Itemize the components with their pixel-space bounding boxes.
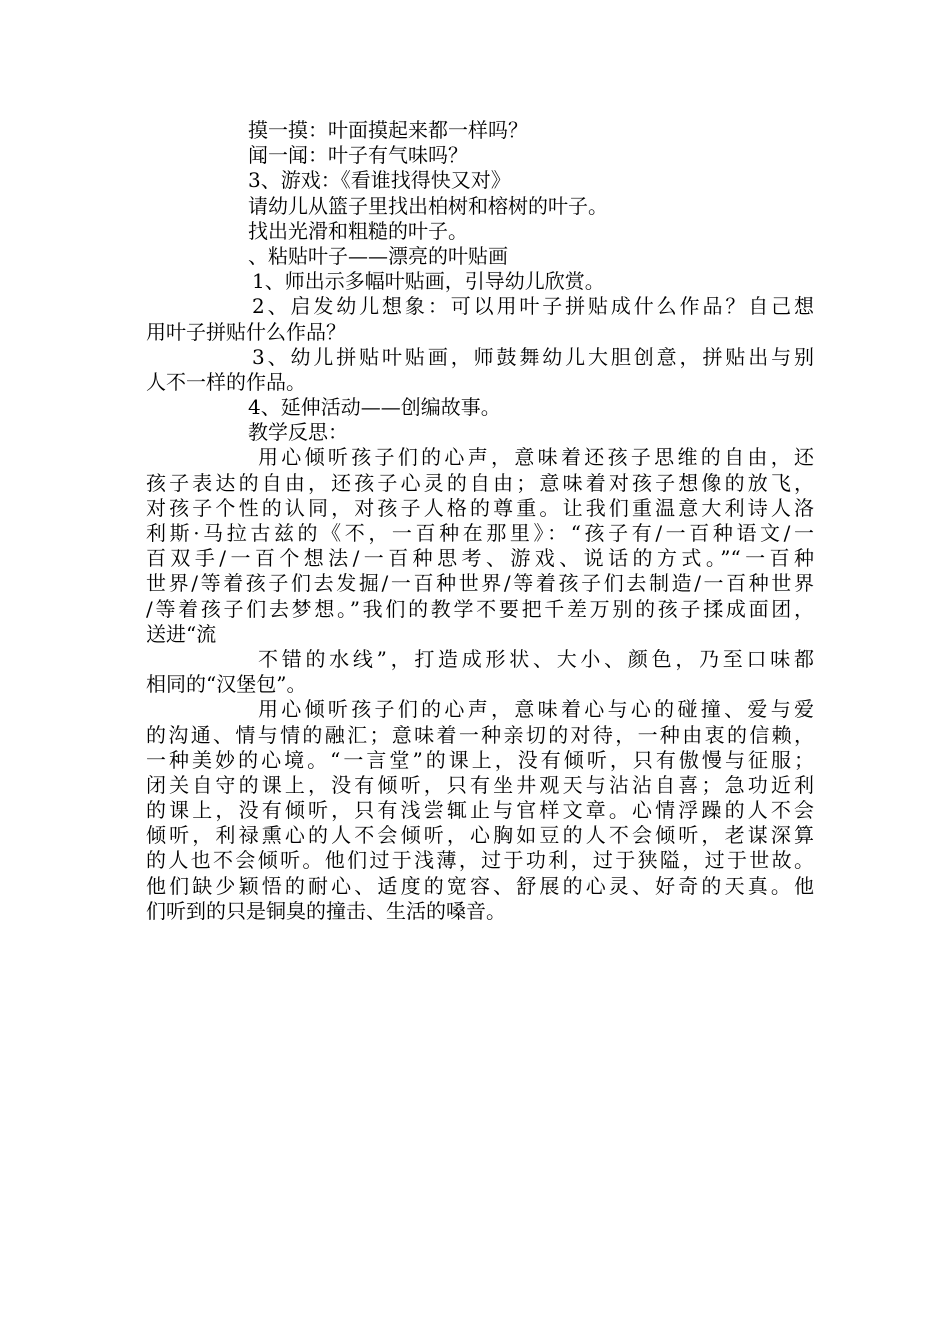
text-line: 用心倾听孩子们的心声，意味着还孩子思维的自由，还 — [258, 445, 814, 470]
text-line: 世界/等着孩子们去发掘/一百种世界/等着孩子们去制造/一百种世界 — [146, 571, 814, 596]
text-line: 倾听，利禄熏心的人不会倾听，心胸如豆的人不会倾听，老谋深算 — [146, 823, 814, 848]
text-line: 们听到的只是铜臭的撞击、生活的嗓音。 — [146, 898, 506, 923]
text-line: 的沟通、情与情的融汇；意味着一种亲切的对待，一种由衷的信赖， — [146, 722, 814, 747]
text-line: 百双手/一百个想法/一百种思考、游戏、说话的方式。”“一百种 — [146, 546, 814, 571]
text-line: 1、师出示多幅叶贴画，引导幼儿欣赏。 — [252, 269, 605, 294]
text-line: 的课上，没有倾听，只有浅尝辄止与官样文章。心情浮躁的人不会 — [146, 798, 814, 823]
text-line: 闭关自守的课上，没有倾听，只有坐井观天与沾沾自喜；急功近利 — [146, 772, 814, 797]
text-line: 4、延伸活动——创编故事。 — [248, 395, 501, 420]
text-line: 3、幼儿拼贴叶贴画，师鼓舞幼儿大胆创意，拼贴出与别 — [252, 344, 814, 369]
text-line: 送进“流 — [146, 621, 217, 646]
text-line: 相同的“汉堡包”。 — [146, 672, 307, 697]
text-line: 孩子表达的自由，还孩子心灵的自由；意味着对孩子想像的放飞， — [146, 470, 814, 495]
text-line: 不错的水线”，打造成形状、大小、颜色，乃至口味都 — [258, 646, 814, 671]
text-line: 教学反思： — [248, 420, 348, 445]
text-line: /等着孩子们去梦想。”我们的教学不要把千差万别的孩子揉成面团， — [146, 596, 814, 621]
text-line: 的人也不会倾听。他们过于浅薄，过于功利，过于狭隘，过于世故。 — [146, 848, 814, 873]
text-line: 用心倾听孩子们的心声，意味着心与心的碰撞、爱与爱 — [258, 697, 814, 722]
text-line: 利斯·马拉古兹的《不，一百种在那里》：“孩子有/一百种语文/一 — [146, 521, 814, 545]
text-line: 3、游戏：《看谁找得快又对》 — [248, 168, 511, 193]
text-line: 2、启发幼儿想象：可以用叶子拼贴成什么作品？自己想 — [252, 294, 814, 319]
text-line: 一种美妙的心境。“一言堂”的课上，没有倾听，只有傲慢与征服； — [146, 747, 814, 772]
text-line: 请幼儿从篮子里找出柏树和榕树的叶子。 — [248, 193, 608, 218]
text-line: 、粘贴叶子——漂亮的叶贴画 — [248, 243, 508, 268]
text-line: 他们缺少颖悟的耐心、适度的宽容、舒展的心灵、好奇的天真。他 — [146, 873, 814, 898]
text-line: 摸一摸：叶面摸起来都一样吗？ — [248, 118, 528, 142]
text-line: 闻一闻：叶子有气味吗？ — [248, 143, 468, 168]
text-line: 找出光滑和粗糙的叶子。 — [248, 218, 468, 243]
text-line: 人不一样的作品。 — [146, 369, 306, 394]
text-line: 用叶子拼贴什么作品？ — [146, 319, 346, 344]
document-body — [146, 118, 814, 924]
text-line: 对孩子个性的认同，对孩子人格的尊重。让我们重温意大利诗人洛 — [146, 495, 814, 520]
